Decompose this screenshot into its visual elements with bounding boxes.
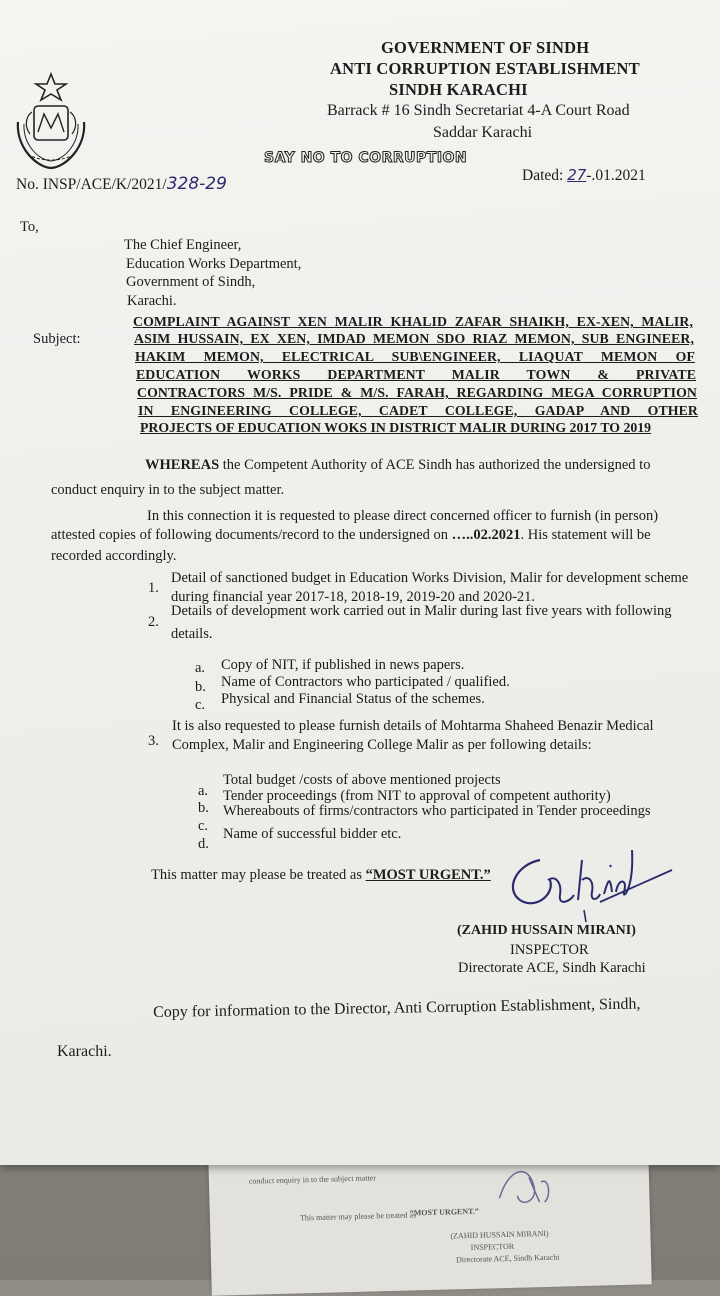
- letterhead-line-1: GOVERNMENT OF SINDH: [381, 38, 590, 57]
- subject-line: COMPLAINT AGAINST XEN MALIR KHALID ZAFAR SHAIKH, EX-XEN, MALIR,: [133, 314, 693, 329]
- letterhead-line-2: ANTI CORRUPTION ESTABLISHMENT: [330, 59, 640, 78]
- item-2b-letter: b.: [195, 679, 206, 695]
- faded-text: This matter may please be treated as: [299, 1210, 417, 1223]
- subject-line: HAKIM MEMON, ELECTRICAL SUB\ENGINEER, LIAQUAT MEMON OF: [135, 349, 695, 364]
- underlying-page: [208, 1144, 652, 1295]
- sindh-emblem-icon: [6, 72, 96, 172]
- paragraph-1-line-1: [145, 457, 650, 474]
- item-3-number: 3.: [148, 733, 159, 749]
- signature-icon: [500, 840, 680, 930]
- reference-prefix: No. INSP/ACE/K/2021/: [16, 176, 167, 193]
- item-2b-text: Name of Contractors who participated / qualified.: [221, 674, 510, 690]
- paragraph-2-line-3: recorded accordingly.: [51, 548, 177, 564]
- faded-text: (ZAHID HUSSAIN MIRANI): [450, 1228, 549, 1241]
- subject-line: IN ENGINEERING COLLEGE, CADET COLLEGE, GADAP AND OTHER: [138, 403, 698, 418]
- copy-line-1: Copy for information to the Director, Anti Corruption Establishment, Sindh,: [153, 995, 641, 1021]
- signatory-name: (ZAHID HUSSAIN MIRANI): [457, 923, 636, 938]
- item-3b-letter: b.: [198, 800, 209, 816]
- paragraph-2-line-2: [51, 527, 651, 544]
- item-2a-letter: a.: [195, 660, 206, 676]
- to-label: To,: [20, 219, 39, 235]
- subject-label: Subject:: [33, 331, 81, 347]
- handwritten-reference: 328-29: [166, 174, 227, 194]
- item-3c-letter: c.: [198, 818, 209, 834]
- recipient-line-2: Education Works Department,: [126, 256, 302, 272]
- letterhead-line-3: SINDH KARACHI: [389, 80, 528, 99]
- item-1-number: 1.: [148, 580, 159, 596]
- item-3d-letter: d.: [198, 836, 209, 852]
- item-3c-text: Whereabouts of firms/contractors who participated in Tender proceedings: [223, 803, 651, 819]
- paragraph-1-line-2: conduct enquiry in to the subject matter.: [51, 482, 285, 498]
- item-2-line-2: details.: [171, 626, 213, 642]
- paragraph-2-text-a: attested copies of following documents/record to the undersigned on: [51, 527, 452, 543]
- urgency-line: [151, 867, 491, 884]
- faded-text: “MOST URGENT.”: [409, 1206, 479, 1218]
- letterhead-address-1: Barrack # 16 Sindh Secretariat 4-A Court Road: [327, 102, 630, 119]
- item-2-number: 2.: [148, 614, 159, 630]
- dated-line: [522, 166, 646, 185]
- subject-line: EDUCATION WORKS DEPARTMENT MALIR TOWN & PRIVATE: [136, 367, 696, 382]
- whereas-bold: WHEREAS: [145, 457, 220, 473]
- faded-text: conduct enquiry in to the subject matter: [248, 1173, 377, 1186]
- most-urgent-label: “MOST URGENT.”: [365, 867, 491, 883]
- subject-line: PROJECTS OF EDUCATION WOKS IN DISTRICT MALIR DURING 2017 TO 2019: [140, 420, 652, 435]
- dated-label: Dated:: [522, 167, 564, 184]
- signatory-title: INSPECTOR: [510, 942, 589, 958]
- letterhead-address-2: Saddar Karachi: [433, 124, 533, 141]
- handwritten-date: 27: [567, 166, 587, 184]
- faded-signature-icon: [488, 1157, 560, 1219]
- recipient-line-3: Government of Sindh,: [126, 274, 256, 290]
- subject-line: CONTRACTORS M/S. PRIDE & M/S. FARAH, REGARDING MEGA CORRUPTION: [137, 385, 697, 400]
- paragraph-2-date: …..02.2021: [451, 527, 521, 543]
- copy-line-2: Karachi.: [57, 1043, 112, 1060]
- dated-suffix: -.01.2021: [586, 167, 646, 184]
- item-1-line-2: during financial year 2017-18, 2018-19, 2019-20 and 2020-21.: [171, 589, 536, 605]
- item-3a-letter: a.: [198, 783, 209, 799]
- faded-text: INSPECTOR: [470, 1241, 515, 1252]
- recipient-line-1: The Chief Engineer,: [124, 237, 242, 253]
- paragraph-2-text-c: . His statement will be: [520, 527, 651, 543]
- item-1-line-1: Detail of sanctioned budget in Education Works Division, Malir for development scheme: [171, 570, 689, 586]
- slogan-stamp: SAY NO TO CORRUPTION: [264, 150, 468, 166]
- faded-text: Directorate ACE, Sindh Karachi: [455, 1252, 560, 1265]
- recipient-line-4: Karachi.: [127, 293, 177, 309]
- urgency-text: This matter may please be treated as: [151, 867, 366, 883]
- item-3-line-1: It is also requested to please furnish details of Mohtarma Shaheed Benazir Medical: [172, 718, 654, 734]
- reference-number: [16, 174, 227, 194]
- item-2c-letter: c.: [195, 697, 206, 713]
- paragraph-2-line-1: In this connection it is requested to please direct concerned officer to furnish (in person): [147, 508, 659, 524]
- item-3a-text: Total budget /costs of above mentioned projects: [223, 772, 501, 788]
- paragraph-1-text: the Competent Authority of ACE Sindh has authorized the undersigned to: [219, 457, 651, 473]
- item-3d-text: Name of successful bidder etc.: [223, 826, 402, 842]
- item-2c-text: Physical and Financial Status of the schemes.: [221, 691, 485, 707]
- signatory-office: Directorate ACE, Sindh Karachi: [458, 960, 646, 976]
- item-2-line-1: Details of development work carried out in Malir during last five years with following: [171, 603, 672, 619]
- item-2a-text: Copy of NIT, if published in news papers.: [221, 657, 465, 673]
- item-3b-text: Tender proceedings (from NIT to approval of competent authority): [223, 788, 611, 804]
- subject-line: ASIM HUSSAIN, EX XEN, IMDAD MEMON SDO RIAZ MEMON, SUB ENGINEER,: [134, 331, 694, 346]
- item-3-line-2: Complex, Malir and Engineering College Malir as per following details:: [172, 737, 592, 753]
